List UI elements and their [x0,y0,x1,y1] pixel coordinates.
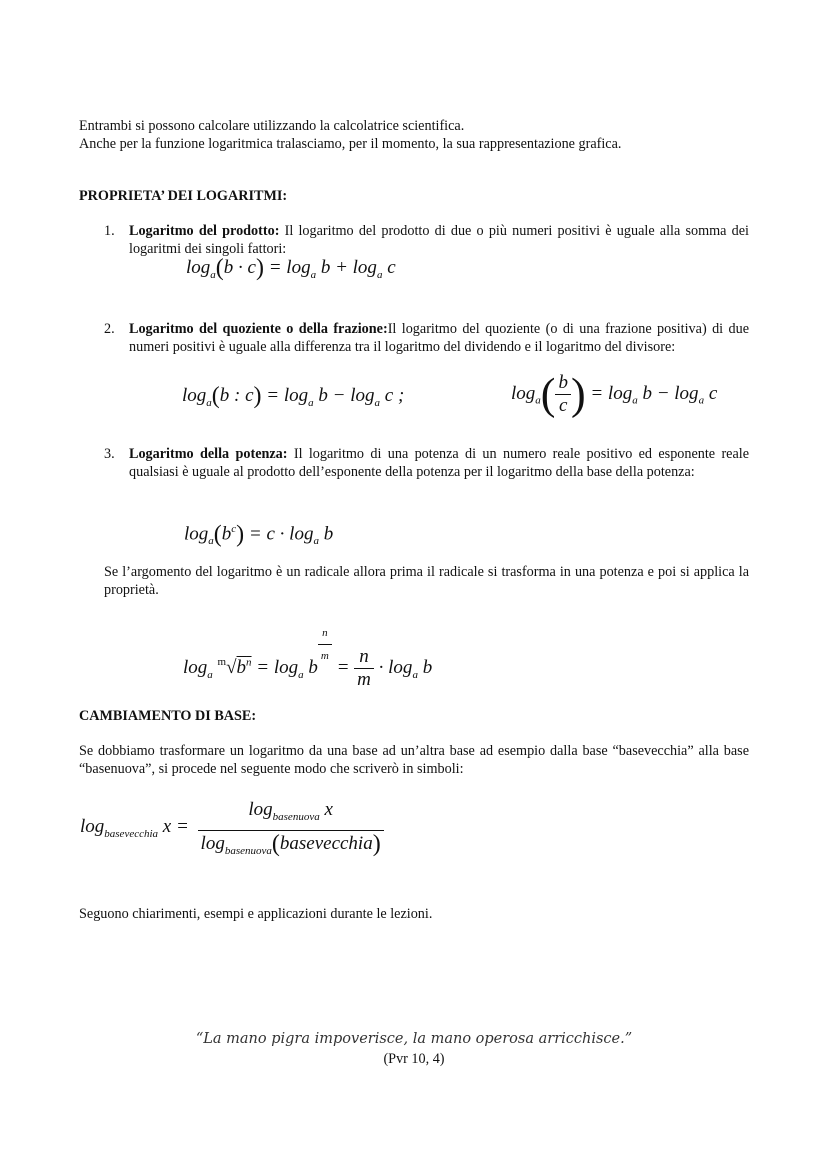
properties-heading: PROPRIETA’ DEI LOGARITMI: [79,188,288,204]
new-base-subscript-num: basenuova [272,810,320,823]
intro-line-1: Entrambi si possono calcolare utilizzando la calcolatrice scientifica. [79,118,465,134]
intro-paragraph [79,117,759,153]
change-base-heading: CAMBIAMENTO DI BASE: [79,708,257,724]
item-1-body: Il logaritmo del prodotto di due o più numeri positivi è uguale alla somma dei logaritmi dei singoli fattori: [129,223,749,257]
formula-fraction: $\log_a$( $\frac{b}{c}$ ) = $\log_a b - \log_a c$ [511,369,718,419]
change-base-text: Se dobbiamo trasformare un logaritmo da una base ad un’altra base ad esempio dalla base “basevecchia” alla base “basenuova”, si procede nel seguente modo che scriverò in simboli: [79,743,749,777]
item-3-text [129,445,749,481]
formula-product: $\log_a(b \cdot c) = \log_a b + \log_a c$ [186,255,396,281]
item-2-number: 2. [104,321,115,337]
footer-reference: (Pvr 10, 4) [383,1051,445,1067]
formula-power: $\log_a(b^c) = c \cdot \log_a b$ [184,521,334,548]
formula-radical: $\log_a ^m√b^n = \log_a b$ $\frac{n}{m}$ = $\frac{n}{m}$ · $\log_a b$ [183,627,433,691]
formula-change-base: $\log_{basevecchia} x$ = $\frac{\log_{basenuova} x}{\log_{basenuova}(basevecchia)}$ [80,799,384,862]
old-base-subscript: basevecchia [104,827,159,840]
closing-text: Seguono chiarimenti, esempi e applicazioni durante le lezioni. [79,906,433,922]
item-1-title: Logaritmo del prodotto: [129,223,280,239]
new-base-subscript-den: basenuova [224,844,272,857]
item-1-text [129,222,749,258]
item-2-body: Il logaritmo del quoziente (o di una frazione positiva) di due numeri positivi è uguale alla differenza tra il logaritmo del dividendo e il logaritmo del divisore: [129,321,749,355]
item-3-body: Il logaritmo di una potenza di un numero reale positivo ed esponente reale qualsiasi è uguale al prodotto dell’esponente della potenza per il logaritmo della base della potenza: [129,446,750,480]
footer-quote: “La mano pigra impoverisce, la mano operosa arricchisce.” [195,1031,633,1047]
old-base-argument: basevecchia [279,832,373,854]
item-2-title: Logaritmo del quoziente o della frazione: [129,321,388,337]
item-3-number: 3. [104,446,115,462]
radical-note: Se l’argomento del logaritmo è un radicale allora prima il radicale si trasforma in una potenza e poi si applica la proprietà. [104,564,749,598]
formula-quotient: $\log_a(b$ : $c) = \log_a b - \log_a c$ ; [182,383,405,409]
intro-line-2: Anche per la funzione logaritmica tralasciamo, per il momento, la sua rappresentazione grafica. [79,136,622,152]
item-3-title: Logaritmo della potenza: [129,446,288,462]
item-2-text [129,320,749,356]
item-1-number: 1. [104,223,115,239]
